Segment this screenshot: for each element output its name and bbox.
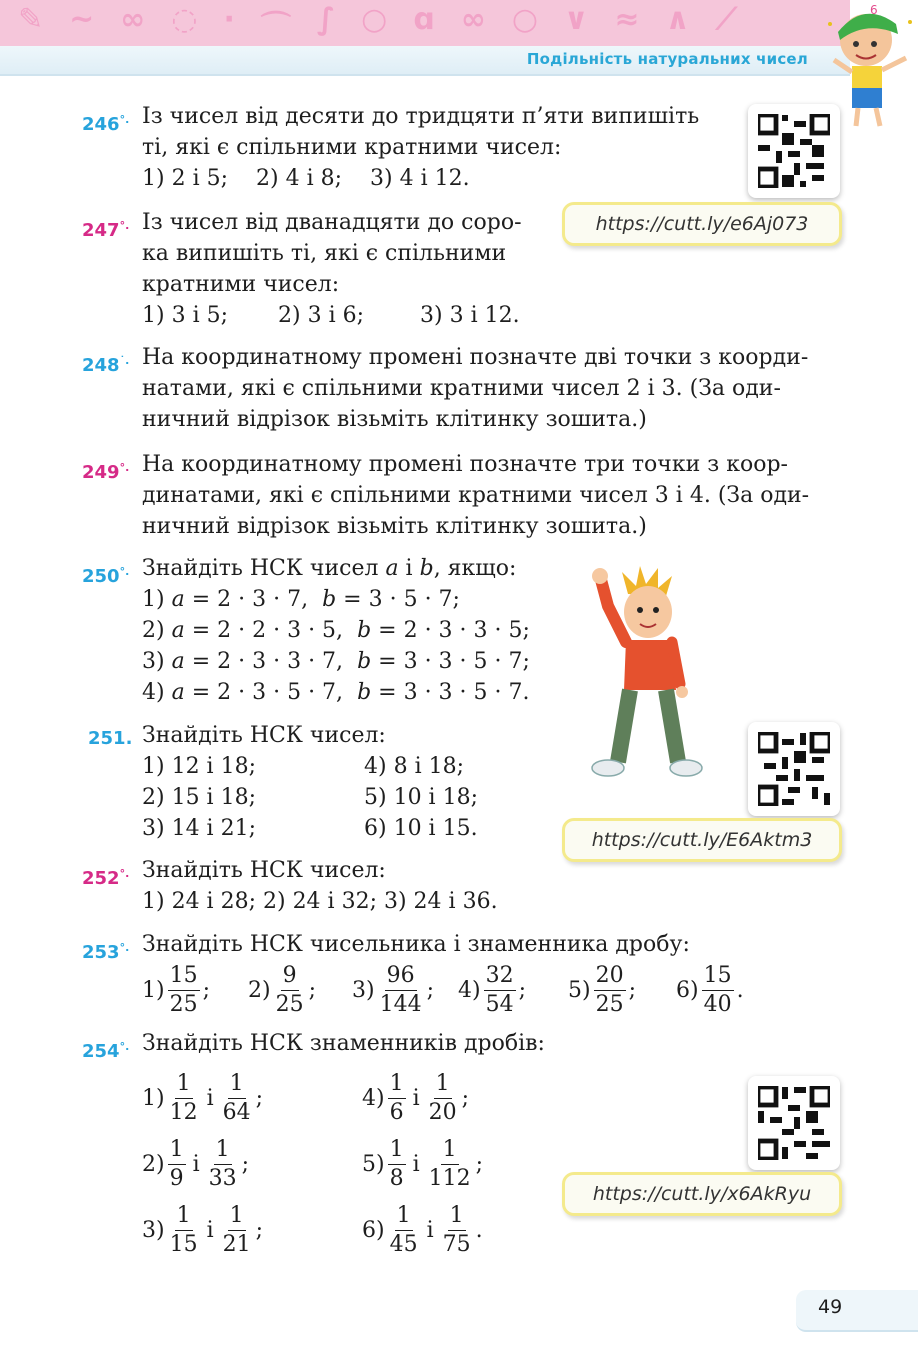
text-line: Знайдіть НСК знаменників дробів: bbox=[142, 1031, 545, 1056]
problem-number: 250°. bbox=[82, 565, 130, 587]
text-line: Знайдіть НСК чисел: bbox=[142, 858, 386, 883]
option: 3) 4 і 12. bbox=[370, 166, 470, 191]
option: 2) 4 і 8; bbox=[256, 166, 343, 191]
fractions-column bbox=[142, 1065, 362, 1263]
problem-number: 247°. bbox=[82, 219, 130, 241]
equation-line: 4) a = 2 · 3 · 5 · 7, b = 3 · 3 · 5 · 7. bbox=[142, 680, 530, 705]
equation-line: 2) a = 2 · 2 · 3 · 5, b = 2 · 3 · 3 · 5; bbox=[142, 618, 530, 643]
equation-line: 1) a = 2 · 3 · 7, b = 3 · 5 · 7; bbox=[142, 587, 460, 612]
option: 5) 10 і 18; bbox=[364, 785, 478, 810]
problem-text bbox=[142, 342, 808, 435]
text-line: 1) 24 і 28; 2) 24 і 32; 3) 24 і 36. bbox=[142, 889, 498, 914]
fraction-item: 6) $\frac{15}{40}$ . bbox=[676, 963, 744, 1017]
link-e6aj073[interactable]: https://cutt.ly/e6Aj073 bbox=[562, 202, 842, 246]
problem-text bbox=[142, 553, 530, 708]
fraction-item: 1) $\frac{15}{25}$ ; bbox=[142, 963, 211, 1017]
problem-text bbox=[142, 449, 809, 542]
text-line: Знайдіть НСК чисельника і знаменника дробу: bbox=[142, 932, 690, 957]
problem-number: 252°. bbox=[82, 867, 130, 889]
qr-code[interactable] bbox=[748, 722, 840, 816]
options-row bbox=[142, 300, 522, 331]
header-decoration: ✎ ~ ∞ ◌ · ⌒ ∫ ○ ɑ ∞ ○ ∨ ≈ ∧ ⟋ bbox=[18, 2, 737, 42]
section-title: Подільність натуральних чисел bbox=[526, 50, 808, 68]
options-column bbox=[364, 751, 478, 844]
page-number-box bbox=[796, 1290, 918, 1332]
text-line: На координатному промені позначте дві точки з коорди- bbox=[142, 345, 809, 370]
qr-code[interactable] bbox=[748, 1076, 840, 1170]
text-line: натами, які є спільними кратними чисел 2 і 3. (За оди- bbox=[142, 376, 781, 401]
fraction-pair: 5) $\frac{1}{8}$ і $\frac{1}{112}$ ; bbox=[362, 1136, 484, 1191]
text-line: ка випишіть ті, які є спільними bbox=[142, 241, 507, 266]
fraction-item: 3) $\frac{96}{144}$ ; bbox=[352, 963, 435, 1017]
fraction-pair: 3) $\frac{1}{15}$ і $\frac{1}{21}$ ; bbox=[142, 1202, 264, 1257]
problem-text bbox=[142, 929, 744, 1019]
fractions-column bbox=[362, 1065, 483, 1263]
text-line: ничний відрізок візьміть клітинку зошита.) bbox=[142, 407, 647, 432]
waving-boy-illustration bbox=[586, 566, 726, 780]
fraction-item: 5) $\frac{20}{25}$ ; bbox=[568, 963, 637, 1017]
fractions-row bbox=[142, 962, 744, 1019]
problem-text bbox=[142, 101, 699, 194]
problem-text bbox=[142, 720, 478, 844]
problem-number: 251. bbox=[88, 728, 133, 749]
problem-number: 249°. bbox=[82, 461, 130, 483]
text-line: Із чисел від десяти до тридцяти п’яти випишіть bbox=[142, 104, 700, 129]
text-line: Із чисел від дванадцяти до соро- bbox=[142, 210, 522, 235]
option: 2) 3 і 6; bbox=[278, 303, 365, 328]
text-line: Знайдіть НСК чисел: bbox=[142, 723, 386, 748]
option: 2) 15 і 18; bbox=[142, 785, 256, 810]
page-number: 49 bbox=[818, 1296, 843, 1318]
problem-text bbox=[142, 207, 522, 331]
text-line: ничний відрізок візьміть клітинку зошита.) bbox=[142, 514, 647, 539]
qr-code-icon bbox=[758, 1086, 830, 1160]
option: 3) 3 і 12. bbox=[420, 303, 520, 328]
svg-text:6: 6 bbox=[870, 3, 878, 17]
qr-code[interactable] bbox=[748, 104, 840, 198]
problem-number: 253°. bbox=[82, 941, 130, 963]
option: 1) 12 і 18; bbox=[142, 754, 256, 779]
option: 4) 8 і 18; bbox=[364, 754, 464, 779]
problem-number: 254°. bbox=[82, 1040, 130, 1062]
fraction-pair: 1) $\frac{1}{12}$ і $\frac{1}{64}$ ; bbox=[142, 1070, 264, 1125]
problem-text bbox=[142, 855, 498, 917]
fraction-item: 2) $\frac{9}{25}$ ; bbox=[248, 963, 317, 1017]
fraction-pair: 4) $\frac{1}{6}$ і $\frac{1}{20}$ ; bbox=[362, 1070, 470, 1125]
link-e6aktm3[interactable]: https://cutt.ly/E6Aktm3 bbox=[562, 818, 842, 862]
text-line: На координатному промені позначте три точки з коор- bbox=[142, 452, 788, 477]
problem-text bbox=[142, 1028, 545, 1263]
text-line: динатами, які є спільними кратними чисел 3 і 4. (За оди- bbox=[142, 483, 810, 508]
option: 3) 14 і 21; bbox=[142, 816, 256, 841]
qr-code-icon bbox=[758, 732, 830, 806]
option: 1) 3 і 5; bbox=[142, 303, 229, 328]
problem-number: 246°. bbox=[82, 113, 130, 135]
options-column bbox=[142, 751, 364, 844]
text-line: кратними чисел: bbox=[142, 272, 340, 297]
fraction-item: 4) $\frac{32}{54}$ ; bbox=[458, 963, 527, 1017]
option: 1) 2 і 5; bbox=[142, 166, 229, 191]
fraction-pair: 6) $\frac{1}{45}$ і $\frac{1}{75}$ . bbox=[362, 1202, 483, 1257]
options-row bbox=[142, 163, 699, 194]
problem-number: 248˙. bbox=[82, 354, 130, 376]
equation-line: 3) a = 2 · 3 · 3 · 7, b = 3 · 3 · 5 · 7; bbox=[142, 649, 530, 674]
qr-code-icon bbox=[758, 114, 830, 188]
option: 6) 10 і 15. bbox=[364, 816, 478, 841]
fraction-pair: 2) $\frac{1}{9}$ і $\frac{1}{33}$ ; bbox=[142, 1136, 250, 1191]
text-line: Знайдіть НСК чисел a і b, якщо: bbox=[142, 556, 517, 581]
link-x6akryu[interactable]: https://cutt.ly/x6AkRyu bbox=[562, 1172, 842, 1216]
text-line: ті, які є спільними кратними чисел: bbox=[142, 135, 562, 160]
